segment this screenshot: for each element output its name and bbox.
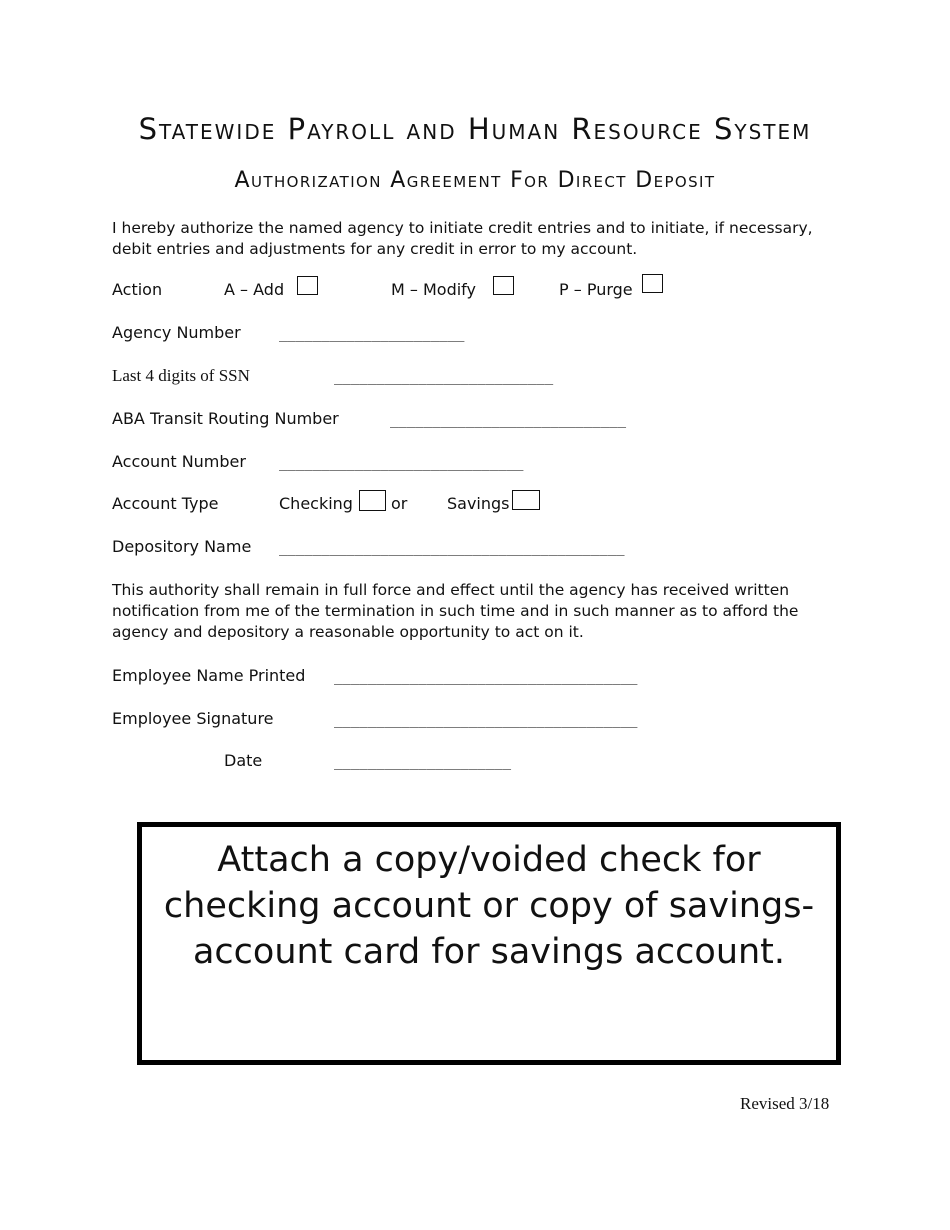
checking-checkbox[interactable]	[359, 490, 386, 511]
depository-name-label: Depository Name	[112, 537, 252, 556]
attach-check-notice-box	[137, 822, 841, 1065]
agency-number-label: Agency Number	[112, 323, 241, 342]
form-subtitle: Authorization Agreement For Direct Deposit	[234, 168, 716, 193]
action-modify-label: M – Modify	[391, 280, 476, 299]
action-label: Action	[112, 280, 163, 299]
account-number-label: Account Number	[112, 452, 246, 471]
form-title: Statewide Payroll and Human Resource System	[138, 112, 812, 146]
ssn-field[interactable]: __________________________	[334, 369, 554, 385]
employee-signature-field[interactable]: ____________________________________	[334, 712, 638, 728]
attach-check-notice: Attach a copy/voided check for checking account or copy of savings-account card for savings account.	[163, 840, 815, 972]
employee-signature-label: Employee Signature	[112, 709, 274, 728]
action-purge-label: P – Purge	[559, 280, 633, 299]
savings-checkbox[interactable]	[512, 490, 540, 510]
account-number-field[interactable]: _____________________________	[279, 455, 524, 471]
date-label: Date	[224, 751, 263, 770]
date-field[interactable]: _____________________	[334, 754, 512, 770]
savings-label: Savings	[447, 494, 510, 513]
aba-routing-label: ABA Transit Routing Number	[112, 409, 339, 428]
action-purge-checkbox[interactable]	[642, 274, 663, 293]
employee-name-field[interactable]: ____________________________________	[334, 669, 638, 685]
action-add-checkbox[interactable]	[297, 276, 318, 295]
checking-label: Checking	[279, 494, 353, 513]
employee-name-label: Employee Name Printed	[112, 666, 306, 685]
depository-name-field[interactable]: _________________________________________	[279, 540, 625, 556]
account-type-label: Account Type	[112, 494, 219, 513]
revision-date: Revised 3/18	[740, 1094, 830, 1113]
authority-statement: This authority shall remain in full force and effect until the agency has received written notification from me of the termination in such time and in such manner as to afford the agency and depository a reasonable opportunity to act on it.	[112, 581, 799, 641]
or-label: or	[391, 494, 408, 513]
agency-number-field[interactable]: ______________________	[279, 326, 465, 342]
action-add-label: A – Add	[224, 280, 285, 299]
aba-routing-field[interactable]: ____________________________	[390, 412, 627, 428]
authorization-intro: I hereby authorize the named agency to initiate credit entries and to initiate, if necessary, debit entries and adjustments for any credit in error to my account.	[112, 219, 813, 258]
action-modify-checkbox[interactable]	[493, 276, 514, 295]
ssn-label: Last 4 digits of SSN	[112, 366, 250, 385]
